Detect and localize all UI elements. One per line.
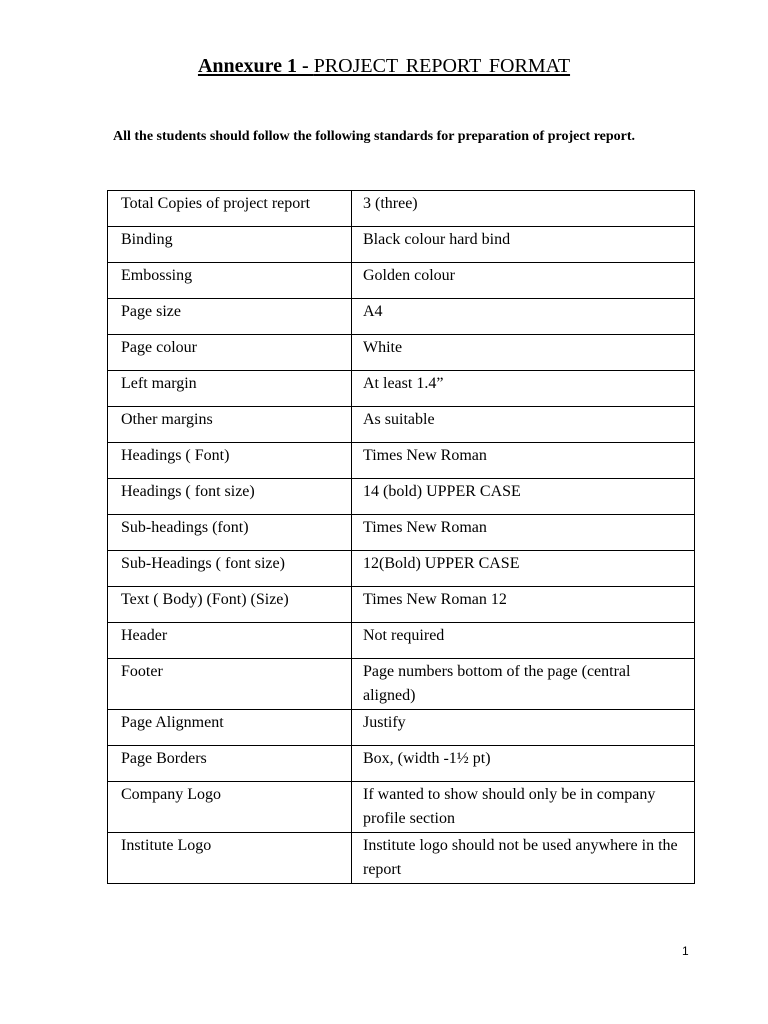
- row-value: Institute logo should not be used anywhere in the report: [352, 833, 695, 884]
- row-label: Headings ( Font): [108, 443, 352, 479]
- table-row: [108, 710, 695, 746]
- row-label: Other margins: [108, 407, 352, 443]
- row-value: 3 (three): [352, 191, 695, 227]
- format-standards-table: [107, 190, 695, 884]
- row-value: Times New Roman: [352, 515, 695, 551]
- table-row: [108, 371, 695, 407]
- row-value: 12(Bold) UPPER CASE: [352, 551, 695, 587]
- table-row: [108, 587, 695, 623]
- row-label: Sub-headings (font): [108, 515, 352, 551]
- row-value: If wanted to show should only be in company profile section: [352, 782, 695, 833]
- row-value: A4: [352, 299, 695, 335]
- table-row: [108, 191, 695, 227]
- row-value: Justify: [352, 710, 695, 746]
- row-label: Header: [108, 623, 352, 659]
- row-value: 14 (bold) UPPER CASE: [352, 479, 695, 515]
- table-row: [108, 833, 695, 884]
- table-row: [108, 659, 695, 710]
- table-row: [108, 551, 695, 587]
- row-value: Times New Roman: [352, 443, 695, 479]
- row-label: Company Logo: [108, 782, 352, 833]
- table-row: [108, 299, 695, 335]
- row-value: Box, (width -1½ pt): [352, 746, 695, 782]
- document-title: [0, 54, 768, 78]
- row-value: Black colour hard bind: [352, 227, 695, 263]
- table-row: [108, 335, 695, 371]
- row-value: White: [352, 335, 695, 371]
- page-number: 1: [682, 944, 689, 958]
- row-label: Page size: [108, 299, 352, 335]
- row-label: Sub-Headings ( font size): [108, 551, 352, 587]
- row-value: As suitable: [352, 407, 695, 443]
- row-value: Not required: [352, 623, 695, 659]
- table-row: [108, 263, 695, 299]
- row-label: Page Borders: [108, 746, 352, 782]
- row-label: Embossing: [108, 263, 352, 299]
- table-row: [108, 515, 695, 551]
- table-row: [108, 443, 695, 479]
- title-main: PROJECT REPORT FORMAT: [313, 55, 571, 77]
- table-row: [108, 782, 695, 833]
- table-row: [108, 623, 695, 659]
- row-value: Times New Roman 12: [352, 587, 695, 623]
- row-label: Page colour: [108, 335, 352, 371]
- row-label: Page Alignment: [108, 710, 352, 746]
- table-row: [108, 227, 695, 263]
- row-label: Footer: [108, 659, 352, 710]
- row-label: Institute Logo: [108, 833, 352, 884]
- row-label: Total Copies of project report: [108, 191, 352, 227]
- row-value: Page numbers bottom of the page (central aligned): [352, 659, 695, 710]
- row-value: At least 1.4”: [352, 371, 695, 407]
- title-prefix: Annexure 1 -: [197, 55, 314, 77]
- table-row: [108, 407, 695, 443]
- table-row: [108, 746, 695, 782]
- row-label: Left margin: [108, 371, 352, 407]
- table-row: [108, 479, 695, 515]
- row-value: Golden colour: [352, 263, 695, 299]
- row-label: Headings ( font size): [108, 479, 352, 515]
- row-label: Binding: [108, 227, 352, 263]
- intro-text: All the students should follow the following standards for preparation of project report.: [113, 129, 636, 144]
- row-label: Text ( Body) (Font) (Size): [108, 587, 352, 623]
